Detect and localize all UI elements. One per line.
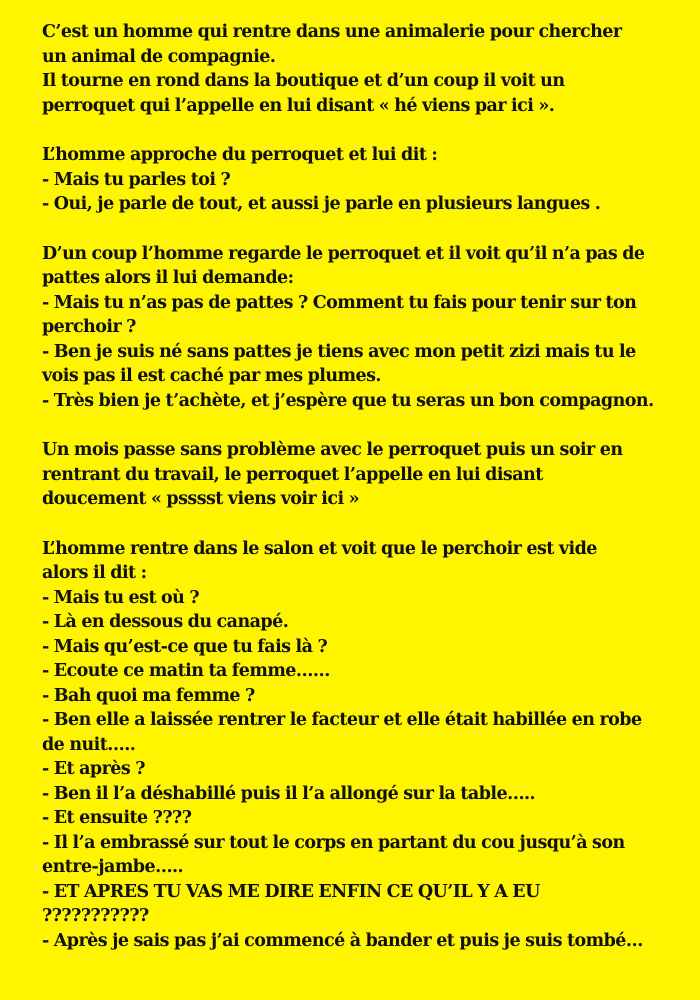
paragraph-intro [42,20,682,118]
text-line: - Là en dessous du canapé. [42,612,289,632]
text-line: - Mais tu parles toi ? [42,169,231,190]
text-line: - ET APRES TU VAS ME DIRE ENFIN CE QU’IL Y A EU [42,881,540,902]
text-line: Un mois passe sans problème avec le perroquet puis un soir en [42,440,623,460]
text-line: L’homme approche du perroquet et lui dit : [42,145,438,165]
text-line: - Mais tu n’as pas de pattes ? Comment tu fais pour tenir sur ton [42,292,637,313]
joke-document [42,20,682,978]
text-line: pattes alors il lui demande: [42,268,294,288]
paragraph-first-dialogue [42,143,682,217]
text-line: - Et après ? [42,759,145,779]
text-line: - Il l’a embrassé sur tout le corps en partant du cou jusqu’à son [42,832,625,853]
text-line: D’un coup l’homme regarde le perroquet et il voit qu’il n’a pas de [42,243,645,264]
paragraph-final-dialogue [42,537,682,954]
text-line: - Et ensuite ???? [42,808,192,828]
text-line: ??????????? [42,906,149,926]
text-line: - Oui, je parle de tout, et aussi je parle en plusieurs langues . [42,194,601,214]
text-line: vois pas il est caché par mes plumes. [42,366,381,386]
text-line: - Mais tu est où ? [42,587,200,608]
text-line: L’homme rentre dans le salon et voit que le perchoir est vide [42,538,597,559]
text-line: - Bah quoi ma femme ? [42,685,255,706]
text-line: perchoir ? [42,317,136,337]
text-line: de nuit….. [42,734,136,755]
text-line: entre-jambe….. [42,857,184,877]
text-line: un animal de compagnie. [42,46,276,67]
text-line: doucement « psssst viens voir ici » [42,489,359,509]
text-line: rentrant du travail, le perroquet l’appelle en lui disant [42,464,543,485]
text-line: perroquet qui l’appelle en lui disant « hé viens par ici ». [42,95,555,116]
text-line: C’est un homme qui rentre dans une animalerie pour chercher [42,22,622,42]
text-line: - Ecoute ce matin ta femme…… [42,661,330,681]
paragraph-no-legs [42,242,682,414]
text-line: - Ben il l’a déshabillé puis il l’a allongé sur la table….. [42,783,536,804]
paragraph-one-month [42,438,682,512]
text-line: - Après je sais pas j’ai commencé à bander et puis je suis tombé… [42,930,643,951]
text-line: alors il dit : [42,563,147,583]
text-line: Il tourne en rond dans la boutique et d’un coup il voit un [42,71,565,91]
text-line: - Ben elle a laissée rentrer le facteur et elle était habillée en robe [42,710,642,730]
text-line: - Ben je suis né sans pattes je tiens avec mon petit zizi mais tu le [42,341,636,362]
text-line: - Très bien je t’achète, et j’espère que tu seras un bon compagnon. [42,390,654,411]
text-line: - Mais qu’est-ce que tu fais là ? [42,636,328,657]
